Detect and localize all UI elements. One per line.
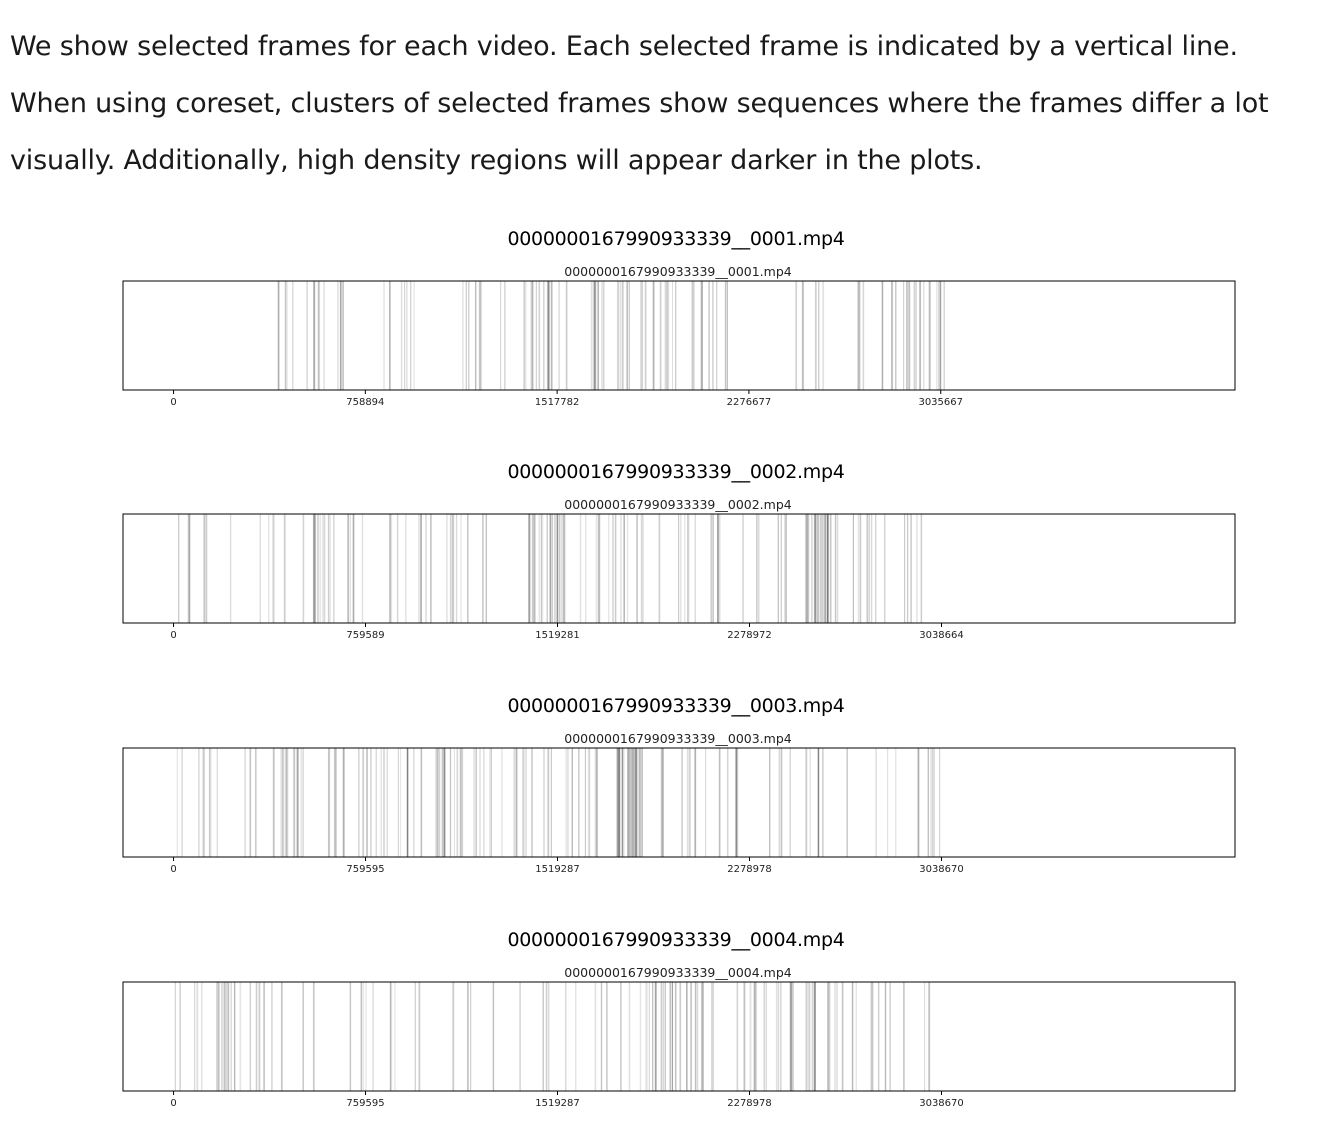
frame-lines [175, 982, 929, 1091]
plot-frame [123, 982, 1235, 1091]
frame-strip-chart [0, 228, 1326, 428]
plot-frame [123, 281, 1235, 390]
frame-lines [278, 281, 944, 390]
x-tick-label: 0 [170, 630, 177, 641]
panel-title: 0000000167990933339__0003.mp4 [507, 695, 845, 717]
chart-panel-1 [0, 228, 1326, 428]
x-tick-label: 2278972 [727, 630, 772, 641]
x-tick-label: 3038670 [919, 864, 964, 875]
x-tick-label: 3038670 [919, 1098, 964, 1109]
x-tick-label: 2278978 [727, 864, 772, 875]
x-tick-label: 759595 [346, 864, 385, 875]
frame-strip-chart [0, 461, 1326, 661]
x-tick-label: 0 [170, 1098, 177, 1109]
intro-line-2: When using coreset, clusters of selected frames show sequences where the frames differ a lot [10, 88, 1269, 119]
x-tick-label: 1517782 [534, 397, 580, 408]
x-tick-label: 0 [170, 864, 177, 875]
x-tick-label: 0 [170, 397, 177, 408]
x-tick-label: 758894 [346, 397, 385, 408]
plot-subtitle: 0000000167990933339__0002.mp4 [564, 497, 792, 512]
plot-subtitle: 0000000167990933339__0001.mp4 [564, 264, 792, 279]
frame-lines [177, 748, 939, 857]
panel-title: 0000000167990933339__0001.mp4 [507, 228, 845, 250]
chart-panel-2 [0, 461, 1326, 661]
x-tick-label: 2278978 [727, 1098, 772, 1109]
chart-panel-4 [0, 929, 1326, 1129]
x-tick-label: 759589 [346, 630, 385, 641]
x-tick-label: 1519287 [535, 1098, 580, 1109]
panel-title: 0000000167990933339__0004.mp4 [507, 929, 845, 951]
intro-text [10, 18, 1310, 189]
plot-subtitle: 0000000167990933339__0004.mp4 [564, 965, 792, 980]
x-tick-label: 3038664 [919, 630, 964, 641]
panel-title: 0000000167990933339__0002.mp4 [507, 461, 845, 483]
x-tick-label: 759595 [346, 1098, 385, 1109]
plot-subtitle: 0000000167990933339__0003.mp4 [564, 731, 792, 746]
x-tick-label: 2276677 [726, 397, 772, 408]
x-tick-label: 3035667 [918, 397, 964, 408]
plot-frame [123, 748, 1235, 857]
frame-strip-chart [0, 695, 1326, 895]
intro-line-1: We show selected frames for each video. Each selected frame is indicated by a vertical line. [10, 31, 1238, 62]
frame-strip-chart [0, 929, 1326, 1129]
intro-line-3: visually. Additionally, high density regions will appear darker in the plots. [10, 145, 983, 176]
frame-lines [179, 514, 922, 623]
x-tick-label: 1519287 [535, 864, 580, 875]
x-tick-label: 1519281 [535, 630, 580, 641]
chart-panel-3 [0, 695, 1326, 895]
